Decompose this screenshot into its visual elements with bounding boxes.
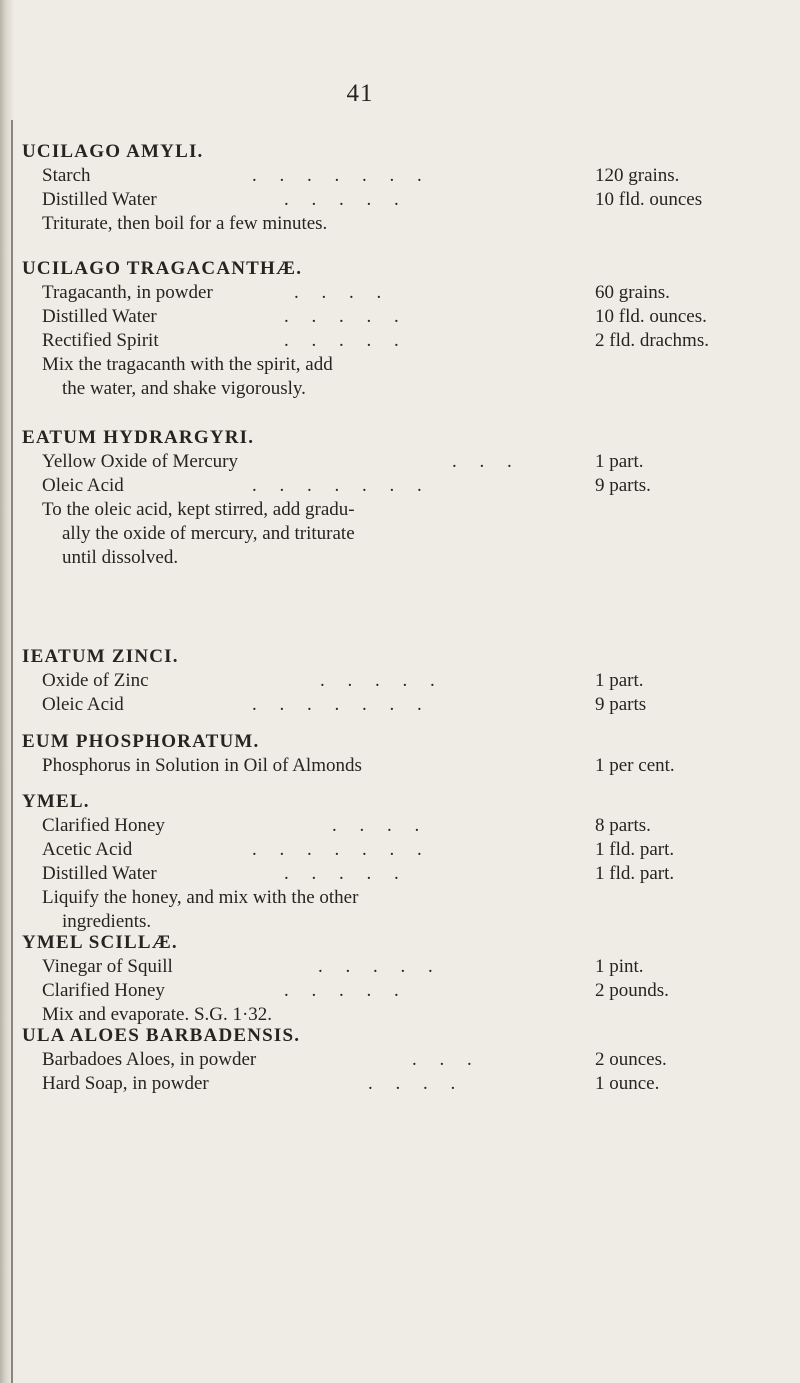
ingredient-row — [22, 838, 792, 862]
ingredient-row — [22, 814, 792, 838]
ingredient-name: Distilled Water — [42, 306, 157, 327]
recipe-heading: ULA ALOES BARBADENSIS. — [22, 1025, 301, 1046]
recipe-heading: UCILAGO AMYLI. — [22, 141, 204, 162]
ingredient-quantity: 1 fld. part. — [595, 839, 675, 860]
dot-leader: . . . . — [332, 815, 429, 836]
ingredient-quantity: 1 pint. — [595, 956, 644, 977]
ingredient-row — [22, 305, 792, 329]
recipe-heading: UCILAGO TRAGACANTHÆ. — [22, 258, 303, 279]
ingredient-quantity: 9 parts. — [595, 475, 651, 496]
dot-leader: . . . . . . . — [252, 694, 431, 715]
ingredient-quantity: 60 grains. — [595, 282, 670, 303]
ingredient-row — [22, 754, 792, 778]
ingredient-quantity: 1 part. — [595, 451, 644, 472]
dot-leader: . . . . . — [284, 330, 408, 351]
recipe-heading: YMEL. — [22, 791, 90, 812]
dot-leader: . . . . . — [284, 863, 408, 884]
recipe-section — [22, 140, 792, 236]
ingredient-row — [22, 669, 792, 693]
preparation-note — [22, 212, 792, 236]
note-line: ingredients. — [62, 911, 152, 932]
ingredient-quantity: 2 fld. drachms. — [595, 330, 709, 351]
ingredient-quantity: 1 part. — [595, 670, 644, 691]
ingredient-name: Oxide of Zinc — [42, 670, 149, 691]
note-line: Mix the tragacanth with the spirit, add — [42, 354, 333, 375]
ingredient-name: Phosphorus in Solution in Oil of Almonds — [42, 755, 362, 776]
dot-leader: . . . . . — [284, 189, 408, 210]
recipe-section — [22, 730, 792, 778]
dot-leader: . . . . . — [320, 670, 444, 691]
ingredient-quantity: 2 ounces. — [595, 1049, 667, 1070]
ingredient-name: Tragacanth, in powder — [42, 282, 213, 303]
ingredient-quantity: 10 fld. ounces. — [595, 306, 707, 327]
recipe-section — [22, 426, 792, 570]
note-line: Triturate, then boil for a few minutes. — [42, 213, 328, 234]
preparation-note — [22, 886, 792, 934]
ingredient-row — [22, 474, 792, 498]
ingredient-row — [22, 862, 792, 886]
recipe-section — [22, 645, 792, 717]
recipe-heading: IEATUM ZINCI. — [22, 646, 179, 667]
dot-leader: . . . . . . . — [252, 165, 431, 186]
dot-leader: . . . . . — [284, 306, 408, 327]
ingredient-quantity: 8 parts. — [595, 815, 651, 836]
note-line: Mix and evaporate. S.G. 1·32. — [42, 1004, 273, 1025]
ingredient-name: Clarified Honey — [42, 815, 165, 836]
recipe-section — [22, 931, 792, 1027]
ingredient-row — [22, 329, 792, 353]
ingredient-name: Barbadoes Aloes, in powder — [42, 1049, 257, 1070]
ingredient-row — [22, 979, 792, 1003]
ingredient-row — [22, 1048, 792, 1072]
ingredient-quantity: 1 fld. part. — [595, 863, 675, 884]
note-line: the water, and shake vigorously. — [62, 378, 306, 399]
ingredient-quantity: 10 fld. ounces — [595, 189, 703, 210]
binding-edge-line — [11, 120, 13, 1383]
ingredient-row — [22, 693, 792, 717]
ingredient-quantity: 9 parts — [595, 694, 647, 715]
ingredient-quantity: 1 per cent. — [595, 755, 675, 776]
note-line: To the oleic acid, kept stirred, add gradu- — [42, 499, 355, 520]
dot-leader: . . . . — [368, 1073, 465, 1094]
ingredient-name: Rectified Spirit — [42, 330, 159, 351]
dot-leader: . . . — [452, 451, 521, 472]
ingredient-row — [22, 450, 792, 474]
ingredient-row — [22, 281, 792, 305]
ingredient-name: Oleic Acid — [42, 475, 124, 496]
recipe-section — [22, 257, 792, 401]
ingredient-name: Distilled Water — [42, 863, 157, 884]
ingredient-row — [22, 188, 792, 212]
recipe-heading: YMEL SCILLÆ. — [22, 932, 178, 953]
dot-leader: . . . — [412, 1049, 481, 1070]
ingredient-quantity: 1 ounce. — [595, 1073, 660, 1094]
recipe-section — [22, 1024, 792, 1096]
note-line: ally the oxide of mercury, and triturate — [62, 523, 355, 544]
page-number: 41 — [346, 80, 374, 107]
ingredient-name: Hard Soap, in powder — [42, 1073, 209, 1094]
ingredient-name: Oleic Acid — [42, 694, 124, 715]
ingredient-quantity: 120 grains. — [595, 165, 680, 186]
dot-leader: . . . . — [294, 282, 391, 303]
preparation-note — [22, 498, 792, 570]
ingredient-name: Distilled Water — [42, 189, 157, 210]
ingredient-name: Yellow Oxide of Mercury — [42, 451, 238, 472]
recipe-section — [22, 790, 792, 934]
recipe-heading: EATUM HYDRARGYRI. — [22, 427, 255, 448]
note-line: Liquify the honey, and mix with the other — [42, 887, 359, 908]
dot-leader: . . . . . — [284, 980, 408, 1001]
note-line: until dissolved. — [62, 547, 179, 568]
ingredient-row — [22, 164, 792, 188]
ingredient-row — [22, 955, 792, 979]
dot-leader: . . . . . — [318, 956, 442, 977]
ingredient-name: Starch — [42, 165, 91, 186]
ingredient-name: Acetic Acid — [42, 839, 133, 860]
dot-leader: . . . . . . . — [252, 839, 431, 860]
dot-leader: . . . . . . . — [252, 475, 431, 496]
ingredient-quantity: 2 pounds. — [595, 980, 669, 1001]
ingredient-name: Vinegar of Squill — [42, 956, 173, 977]
ingredient-row — [22, 1072, 792, 1096]
preparation-note — [22, 353, 792, 401]
recipe-heading: EUM PHOSPHORATUM. — [22, 731, 260, 752]
ingredient-name: Clarified Honey — [42, 980, 165, 1001]
